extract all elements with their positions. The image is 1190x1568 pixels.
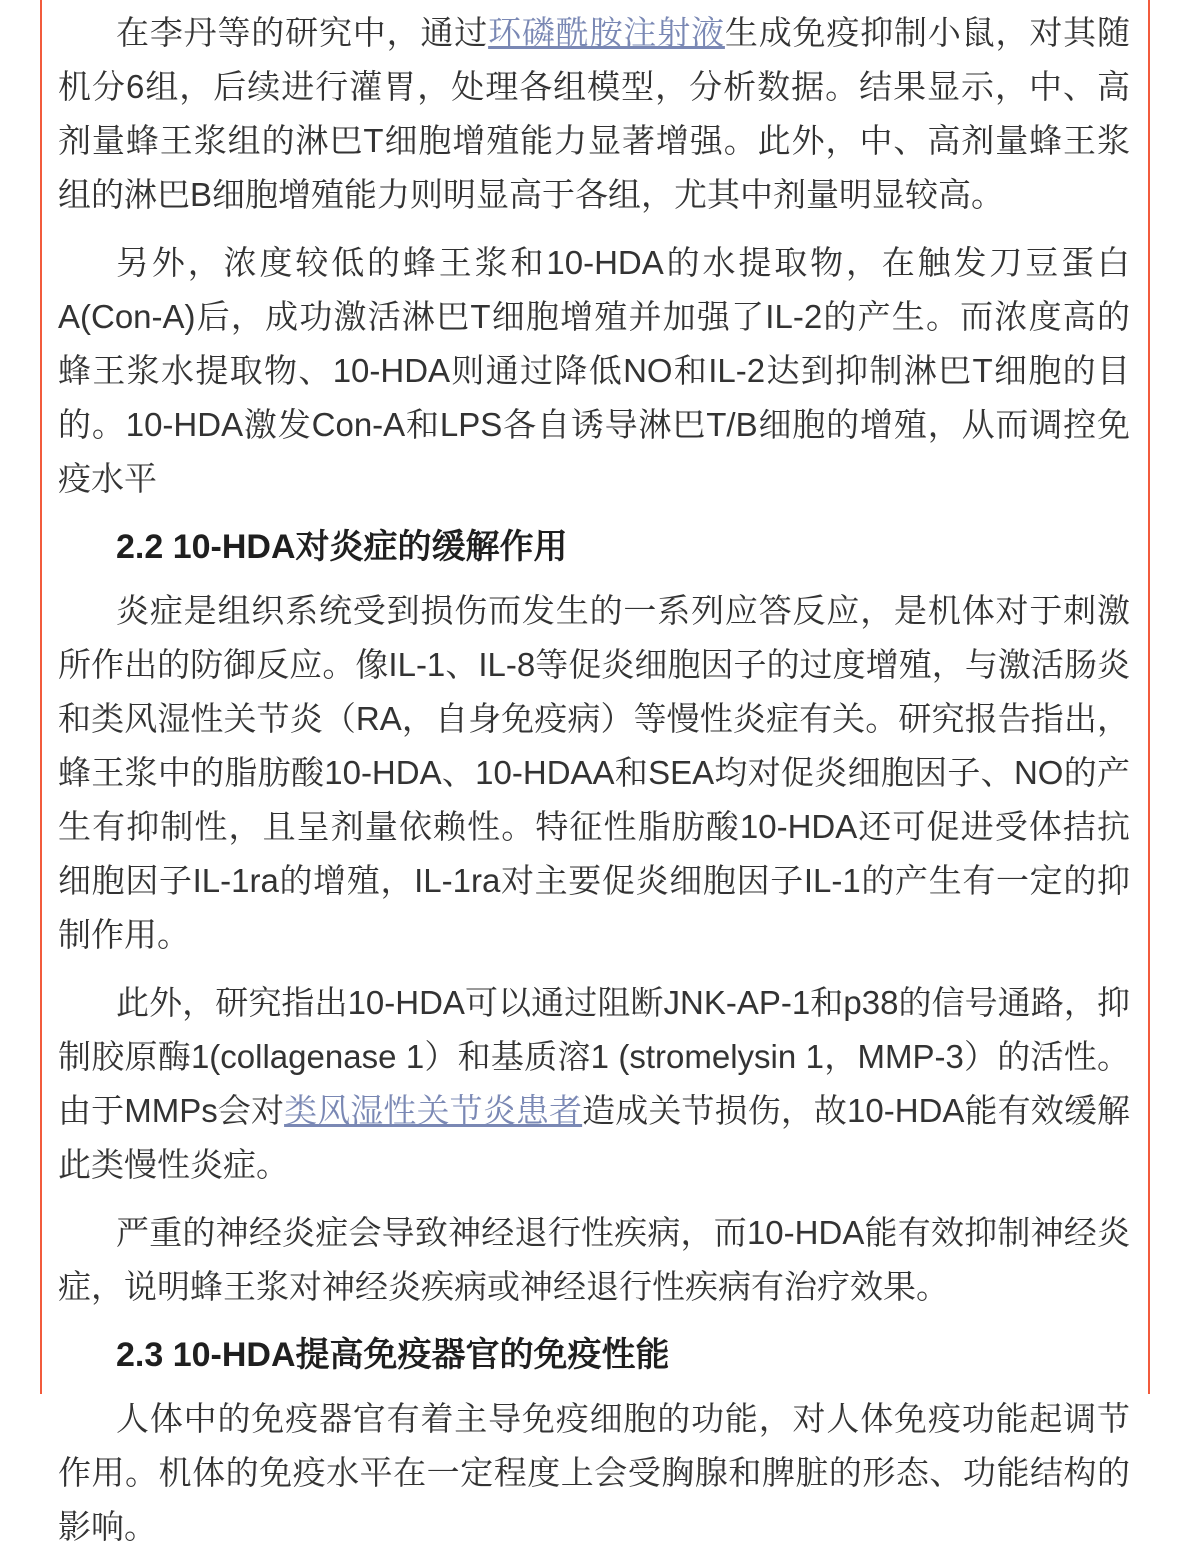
inline-link[interactable]: 类风湿性关节炎患者 [284, 1092, 583, 1129]
section-heading [58, 520, 1130, 574]
text-segment: 炎症是组织系统受到损伤而发生的一系列应答反应，是机体对于刺激所作出的防御反应。像IL-1、IL-8等促炎细胞因子的过度增殖，与激活肠炎和类风湿性关节炎（RA，自身免疫病）等慢性炎症有关。研究报告指出，蜂王浆中的脂肪酸10-HDA、10-HDAA和SEA均对促炎细胞因子、NO的产生有抑制性，且呈剂量依赖性。特征性脂肪酸10-HDA还可促进受体拮抗细胞因子IL-1ra的增殖，IL-1ra对主要促炎细胞因子IL-1的产生有一定的抑制作用。 [58, 592, 1130, 953]
paragraph [58, 584, 1130, 962]
text-segment: 严重的神经炎症会导致神经退行性疾病，而10-HDA能有效抑制神经炎症，说明蜂王浆对神经炎疾病或神经退行性疾病有治疗效果。 [58, 1214, 1130, 1305]
text-segment: 另外，浓度较低的蜂王浆和10-HDA的水提取物，在触发刀豆蛋白A(Con-A)后，成功激活淋巴T细胞增殖并加强了IL-2的产生。而浓度高的蜂王浆水提取物、10-HDA则通过降低NO和IL-2达到抑制淋巴T细胞的目的。10-HDA激发Con-A和LPS各自诱导淋巴T/B细胞的增殖，从而调控免疫水平 [58, 244, 1130, 497]
text-segment: 人体中的免疫器官有着主导免疫细胞的功能，对人体免疫功能起调节作用。机体的免疫水平在一定程度上会受胸腺和脾脏的形态、功能结构的影响。 [58, 1400, 1130, 1545]
text-segment: 在李丹等的研究中，通过 [116, 14, 489, 51]
article-body [58, 6, 1130, 1568]
text-segment: 此外，研究指出10-HDA可以通过阻断JNK-AP-1和p38的信号通路，抑制胶原酶1(collagenase 1）和基质溶1 (stromelysin 1，MMP-3）的活性。由于MMPs会对 [58, 984, 1130, 1129]
text-segment: 2.2 10-HDA对炎症的缓解作用 [116, 528, 568, 566]
text-segment: 造成关节损伤，故10-HDA能有效缓解此类慢性炎症。 [58, 1092, 1130, 1183]
paragraph [58, 1392, 1130, 1554]
paragraph [58, 976, 1130, 1192]
left-border-line [40, 0, 42, 1394]
text-segment: 2.3 10-HDA提高免疫器官的免疫性能 [116, 1336, 670, 1374]
text-segment: 生成免疫抑制小鼠，对其随机分6组，后续进行灌胃，处理各组模型，分析数据。结果显示，中、高剂量蜂王浆组的淋巴T细胞增殖能力显著增强。此外，中、高剂量蜂王浆组的淋巴B细胞增殖能力则明显高于各组，尤其中剂量明显较高。 [58, 14, 1131, 213]
paragraph [58, 1206, 1130, 1314]
section-heading [58, 1328, 1130, 1382]
paragraph [58, 6, 1130, 222]
paragraph [58, 236, 1130, 506]
right-border-line [1148, 0, 1150, 1394]
inline-link[interactable]: 环磷酰胺注射液 [488, 14, 725, 51]
